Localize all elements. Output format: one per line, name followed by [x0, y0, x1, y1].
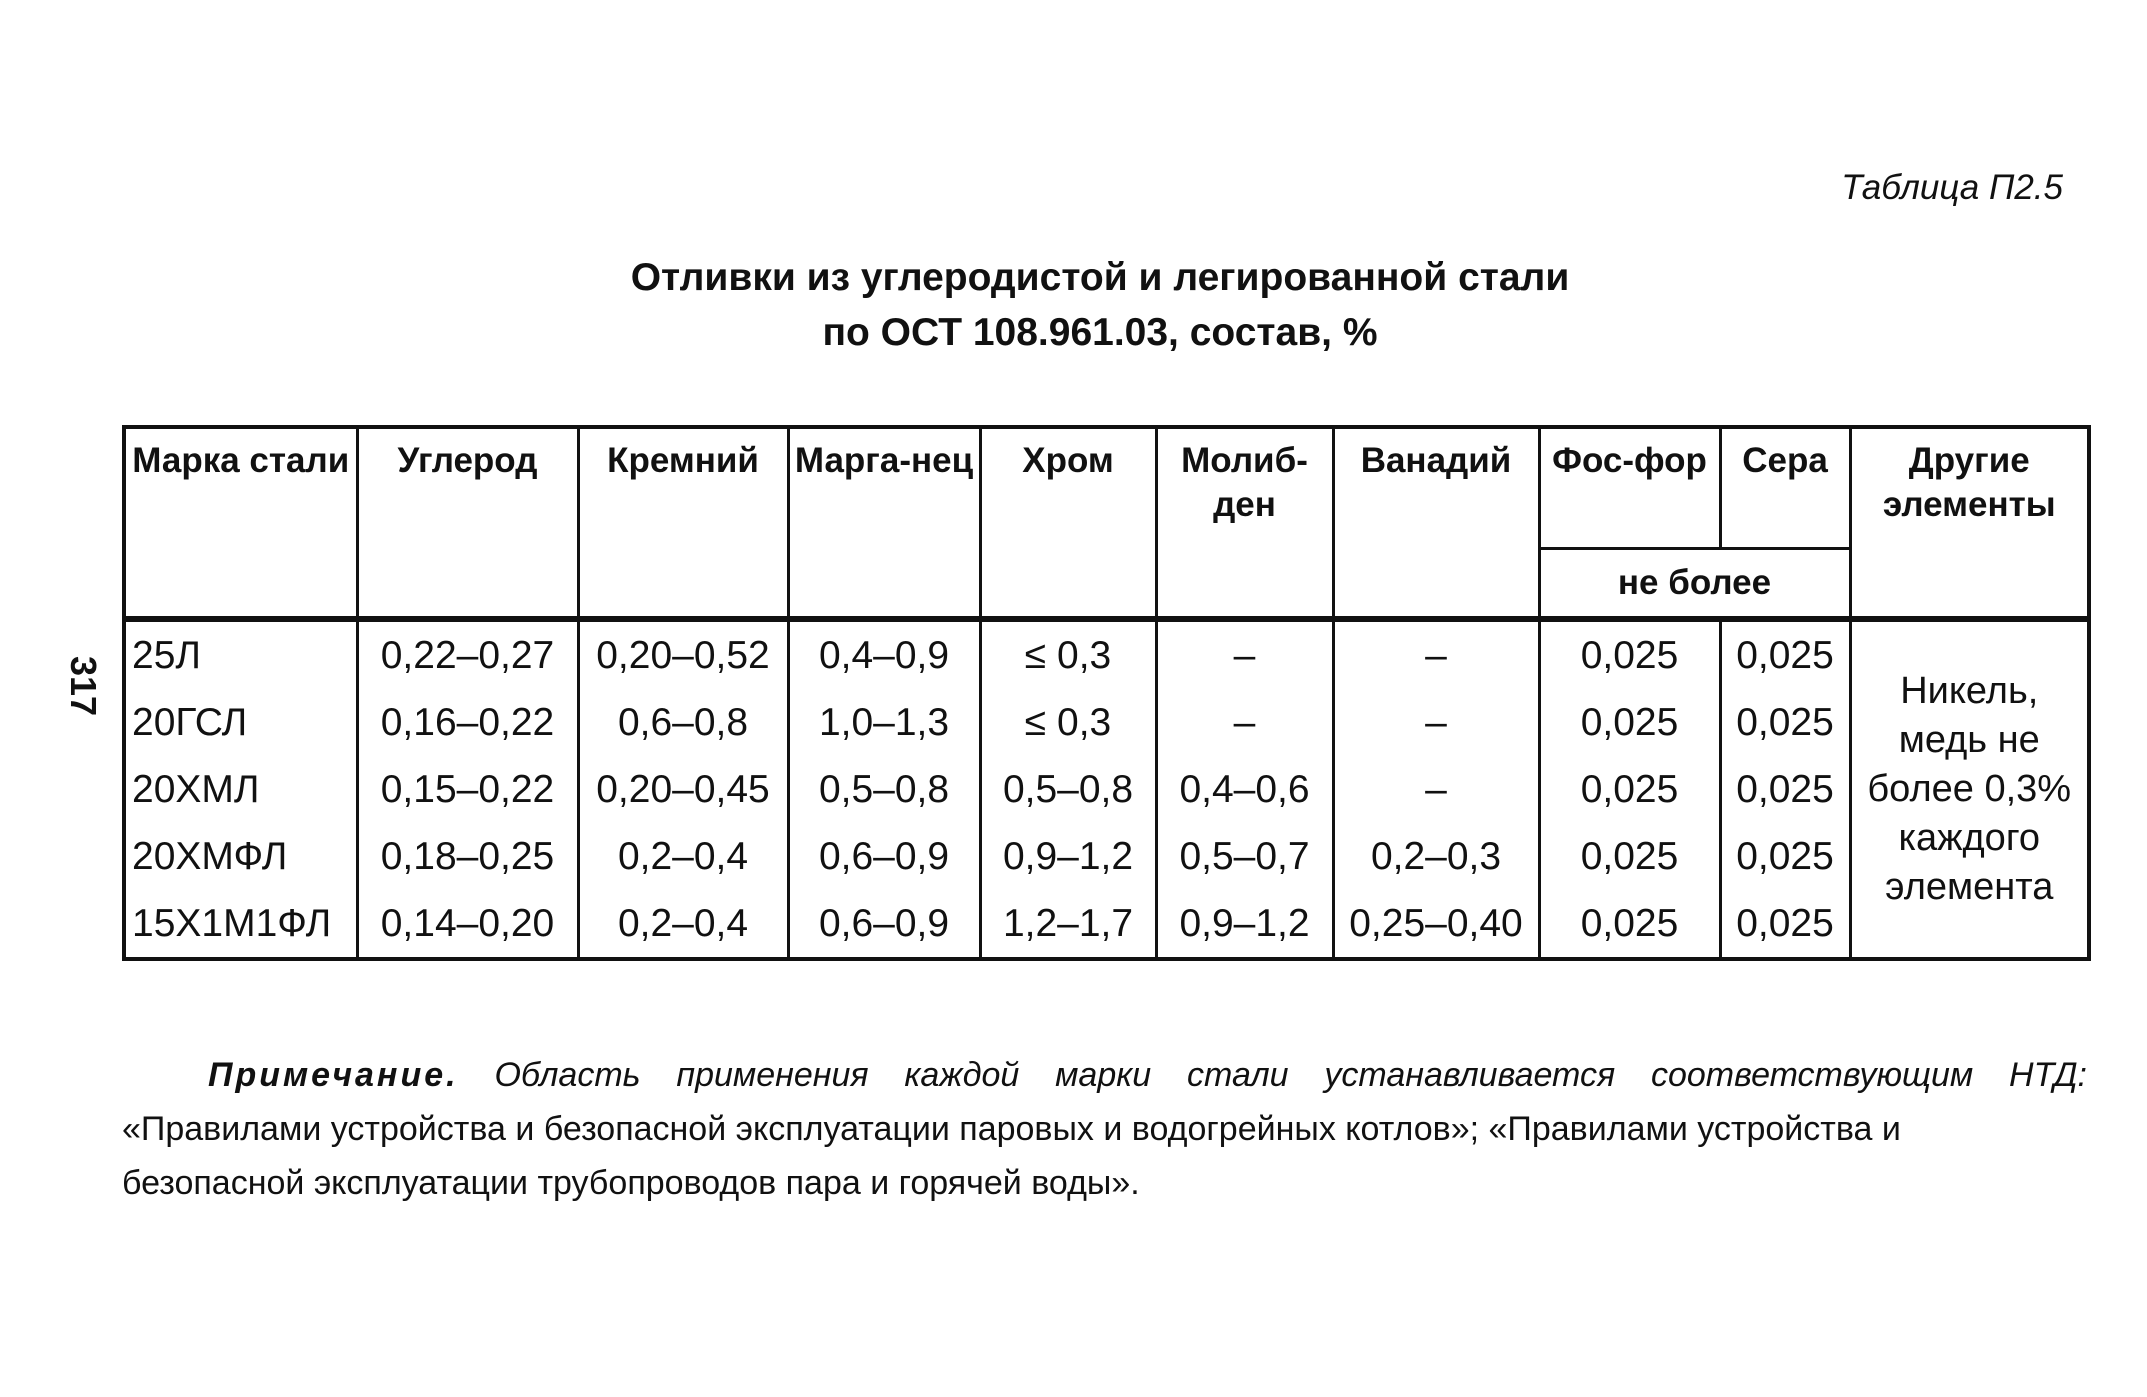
- cell-carbon: 0,18–0,25: [357, 823, 578, 890]
- cell-vanadium: 0,2–0,3: [1333, 823, 1539, 890]
- header-molybdenum: Молиб-ден: [1156, 427, 1333, 619]
- header-manganese: Марга-нец: [788, 427, 980, 619]
- cell-grade: 15Х1М1ФЛ: [124, 890, 357, 959]
- cell-manganese: 0,4–0,9: [788, 619, 980, 689]
- cell-sulfur: 0,025: [1720, 619, 1850, 689]
- header-phosphorus: Фос-фор: [1539, 427, 1720, 549]
- cell-silicon: 0,20–0,45: [578, 756, 788, 823]
- cell-vanadium: –: [1333, 619, 1539, 689]
- note-text-italic: Область применения каждой марки стали устанавливается соответствующим НТД:: [494, 1056, 2087, 1094]
- cell-grade: 20ГСЛ: [124, 689, 357, 756]
- cell-silicon: 0,6–0,8: [578, 689, 788, 756]
- cell-grade: 20ХМФЛ: [124, 823, 357, 890]
- cell-carbon: 0,15–0,22: [357, 756, 578, 823]
- cell-grade: 25Л: [124, 619, 357, 689]
- cell-other-elements: Никель, медь не более 0,3% каждого элемента: [1850, 619, 2089, 959]
- cell-sulfur: 0,025: [1720, 756, 1850, 823]
- table-number: Таблица П2.5: [1841, 168, 2063, 207]
- composition-table: [122, 425, 2091, 961]
- table-row: [124, 619, 2089, 689]
- table-row: [124, 890, 2089, 959]
- table-row: [124, 823, 2089, 890]
- header-grade: Марка стали: [124, 427, 357, 619]
- header-sulfur: Сера: [1720, 427, 1850, 549]
- cell-phosphorus: 0,025: [1539, 756, 1720, 823]
- header-silicon: Кремний: [578, 427, 788, 619]
- cell-vanadium: –: [1333, 689, 1539, 756]
- title-line-1: Отливки из углеродистой и легированной стали: [630, 256, 1570, 299]
- cell-chromium: 0,9–1,2: [980, 823, 1156, 890]
- cell-vanadium: 0,25–0,40: [1333, 890, 1539, 959]
- cell-carbon: 0,16–0,22: [357, 689, 578, 756]
- table-row: [124, 689, 2089, 756]
- header-row: [124, 427, 2089, 549]
- header-other: Другие элементы: [1850, 427, 2089, 619]
- cell-vanadium: –: [1333, 756, 1539, 823]
- cell-chromium: ≤ 0,3: [980, 619, 1156, 689]
- cell-molybdenum: –: [1156, 619, 1333, 689]
- page-number: 317: [63, 655, 104, 717]
- cell-carbon: 0,14–0,20: [357, 890, 578, 959]
- cell-sulfur: 0,025: [1720, 689, 1850, 756]
- cell-molybdenum: 0,4–0,6: [1156, 756, 1333, 823]
- table-row: [124, 756, 2089, 823]
- cell-manganese: 0,5–0,8: [788, 756, 980, 823]
- cell-phosphorus: 0,025: [1539, 823, 1720, 890]
- cell-manganese: 0,6–0,9: [788, 890, 980, 959]
- header-carbon: Углерод: [357, 427, 578, 619]
- note-first-line: [122, 1048, 2087, 1102]
- cell-silicon: 0,2–0,4: [578, 890, 788, 959]
- cell-sulfur: 0,025: [1720, 890, 1850, 959]
- header-vanadium: Ванадий: [1333, 427, 1539, 619]
- cell-chromium: 0,5–0,8: [980, 756, 1156, 823]
- header-chromium: Хром: [980, 427, 1156, 619]
- cell-phosphorus: 0,025: [1539, 890, 1720, 959]
- table-note: [122, 1048, 2087, 1210]
- cell-phosphorus: 0,025: [1539, 619, 1720, 689]
- cell-phosphorus: 0,025: [1539, 689, 1720, 756]
- cell-carbon: 0,22–0,27: [357, 619, 578, 689]
- note-heading: Примечание.: [208, 1056, 459, 1094]
- cell-chromium: 1,2–1,7: [980, 890, 1156, 959]
- cell-molybdenum: –: [1156, 689, 1333, 756]
- cell-manganese: 0,6–0,9: [788, 823, 980, 890]
- cell-molybdenum: 0,5–0,7: [1156, 823, 1333, 890]
- table-body: [124, 619, 2089, 959]
- cell-manganese: 1,0–1,3: [788, 689, 980, 756]
- note-text-rest: «Правилами устройства и безопасной эксплуатации паровых и водогрейных котлов»; «Правилами устройства и безопасной эксплуатации трубопроводов пара и горячей воды».: [122, 1110, 1901, 1202]
- cell-silicon: 0,20–0,52: [578, 619, 788, 689]
- cell-sulfur: 0,025: [1720, 823, 1850, 890]
- cell-grade: 20ХМЛ: [124, 756, 357, 823]
- cell-silicon: 0,2–0,4: [578, 823, 788, 890]
- header-not-more: не более: [1539, 549, 1850, 620]
- cell-molybdenum: 0,9–1,2: [1156, 890, 1333, 959]
- table-title: [0, 250, 2147, 360]
- cell-chromium: ≤ 0,3: [980, 689, 1156, 756]
- title-line-2: по ОСТ 108.961.03, состав, %: [822, 311, 1378, 354]
